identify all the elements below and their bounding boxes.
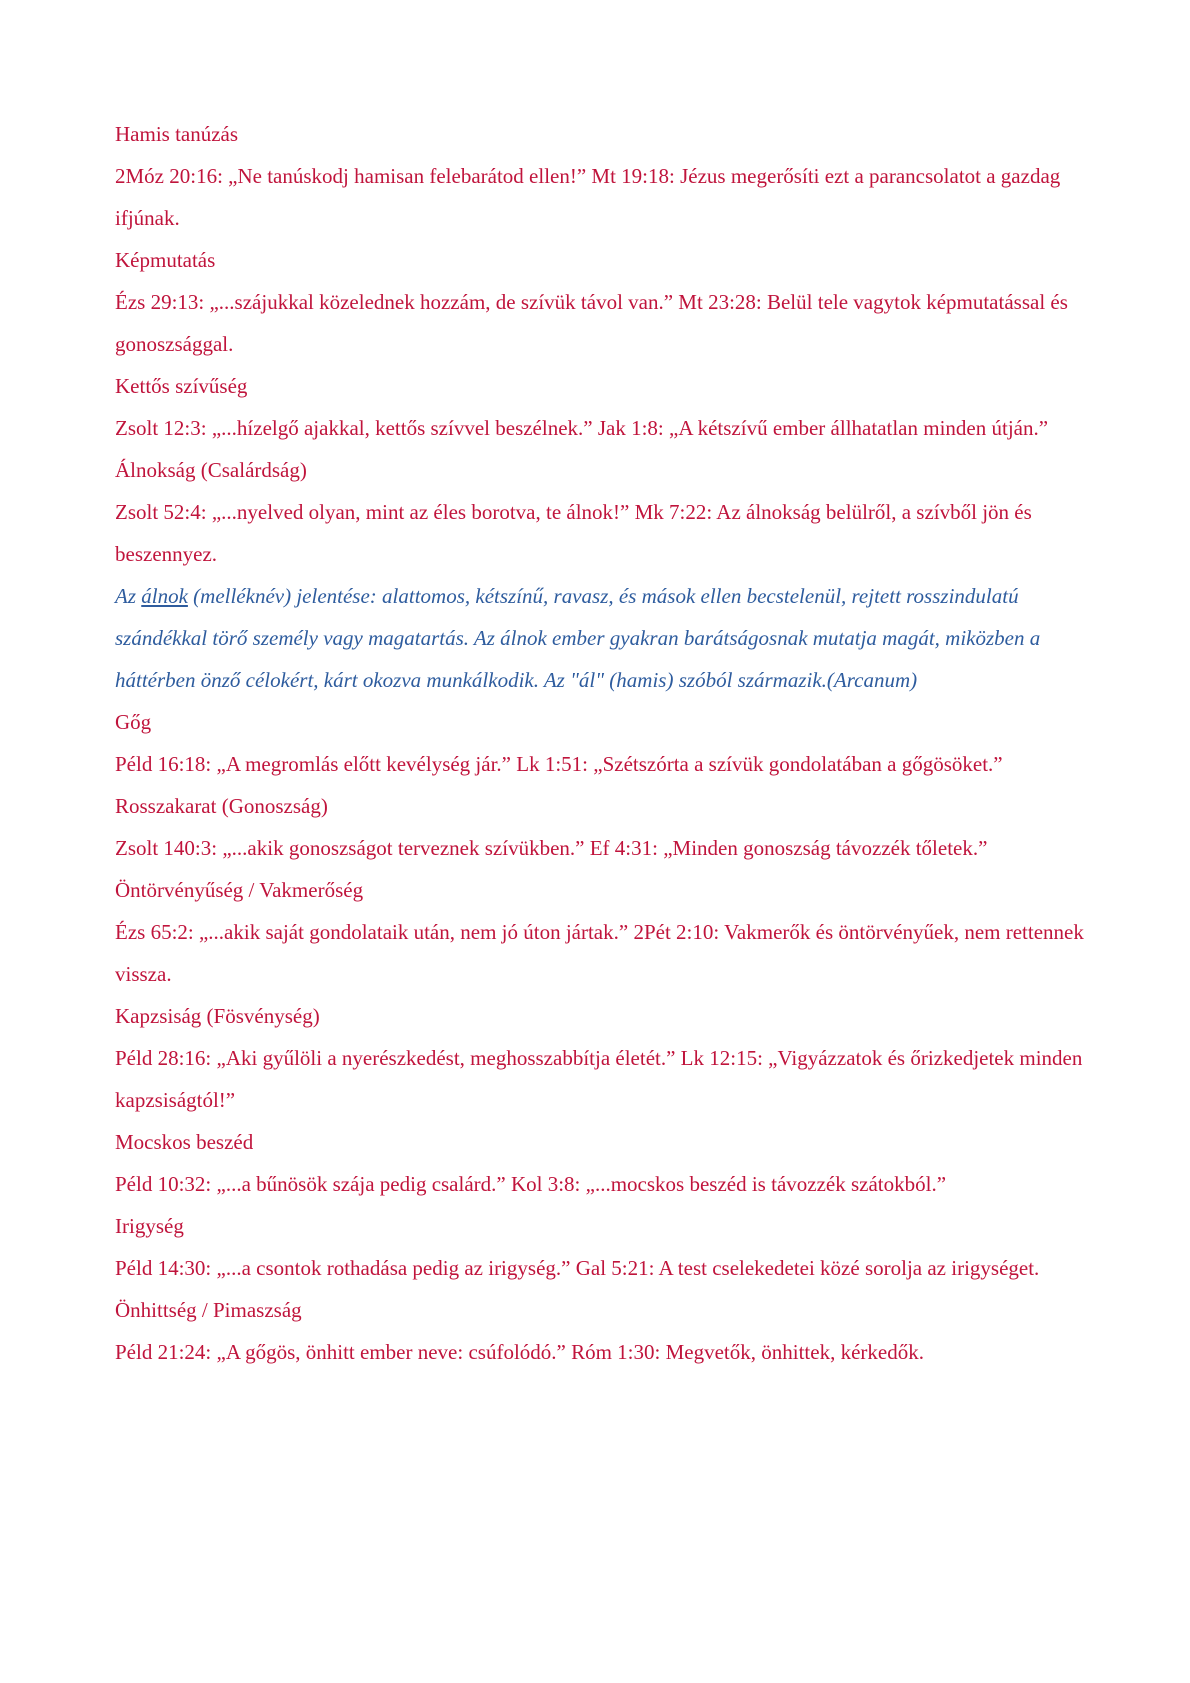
- note-prefix: Az: [115, 584, 142, 608]
- section-heading: Kettős szívűség: [115, 374, 248, 398]
- definition-note: [115, 575, 1085, 701]
- verse-paragraph: Péld 16:18: „A megromlás előtt kevélység jár.” Lk 1:51: „Szétszórta a szívük gondolatában a gőgösöket.”: [115, 752, 1003, 776]
- section-heading: Képmutatás: [115, 248, 216, 272]
- section-heading: Gőg: [115, 710, 152, 734]
- document-body: [115, 113, 1085, 1373]
- section-heading: Álnokság (Csalárdság): [115, 458, 307, 482]
- verse-paragraph: Zsolt 12:3: „...hízelgő ajakkal, kettős szívvel beszélnek.” Jak 1:8: „A kétszívű ember állhatatlan minden útján.”: [115, 416, 1049, 440]
- section-heading: Irigység: [115, 1214, 184, 1238]
- verse-paragraph: Ézs 29:13: „...szájukkal közelednek hozzám, de szívük távol van.” Mt 23:28: Belül tele vagytok képmutatással és gonoszsággal.: [115, 290, 1068, 356]
- verse-paragraph: Ézs 65:2: „...akik saját gondolataik után, nem jó úton jártak.” 2Pét 2:10: Vakmerők és öntörvényűek, nem rettennek vissza.: [115, 920, 1084, 986]
- verse-paragraph: Péld 10:32: „...a bűnösök szája pedig csalárd.” Kol 3:8: „...mocskos beszéd is távozzék szátokból.”: [115, 1172, 947, 1196]
- verse-paragraph: Péld 28:16: „Aki gyűlöli a nyerészkedést, meghosszabbítja életét.” Lk 12:15: „Vigyázzatok és őrizkedjetek minden kapzsiságtól!”: [115, 1046, 1083, 1112]
- section-heading: Mocskos beszéd: [115, 1130, 254, 1154]
- verse-paragraph: Zsolt 140:3: „...akik gonoszságot terveznek szívükben.” Ef 4:31: „Minden gonoszság távozzék tőletek.”: [115, 836, 988, 860]
- definition-link[interactable]: álnok: [141, 584, 188, 608]
- verse-paragraph: Péld 21:24: „A gőgös, önhitt ember neve: csúfolódó.” Róm 1:30: Megvetők, önhittek, kérkedők.: [115, 1340, 924, 1364]
- section-heading: Rosszakarat (Gonoszság): [115, 794, 328, 818]
- verse-paragraph: Zsolt 52:4: „...nyelved olyan, mint az éles borotva, te álnok!” Mk 7:22: Az álnokság belülről, a szívből jön és beszennyez.: [115, 500, 1032, 566]
- verse-paragraph: Péld 14:30: „...a csontok rothadása pedig az irigység.” Gal 5:21: A test cselekedetei közé sorolja az irigységet.: [115, 1256, 1040, 1280]
- section-heading: Önhittség / Pimaszság: [115, 1298, 302, 1322]
- section-heading: Öntörvényűség / Vakmerőség: [115, 878, 364, 902]
- section-heading: Hamis tanúzás: [115, 122, 239, 146]
- note-text: (melléknév) jelentése: alattomos, kétszínű, ravasz, és mások ellen becstelenül, rejtett rosszindulatú szándékkal törő személy vagy magatartás. Az álnok ember gyakran barátságosnak mutatja magát, miközben a háttérben önző célokért, kárt okozva munkálkodik. Az "ál" (hamis) szóból származik.(Arcanum): [115, 584, 1041, 692]
- verse-paragraph: 2Móz 20:16: „Ne tanúskodj hamisan felebarátod ellen!” Mt 19:18: Jézus megerősíti ezt a parancsolatot a gazdag ifjúnak.: [115, 164, 1061, 230]
- section-heading: Kapzsiság (Fösvénység): [115, 1004, 320, 1028]
